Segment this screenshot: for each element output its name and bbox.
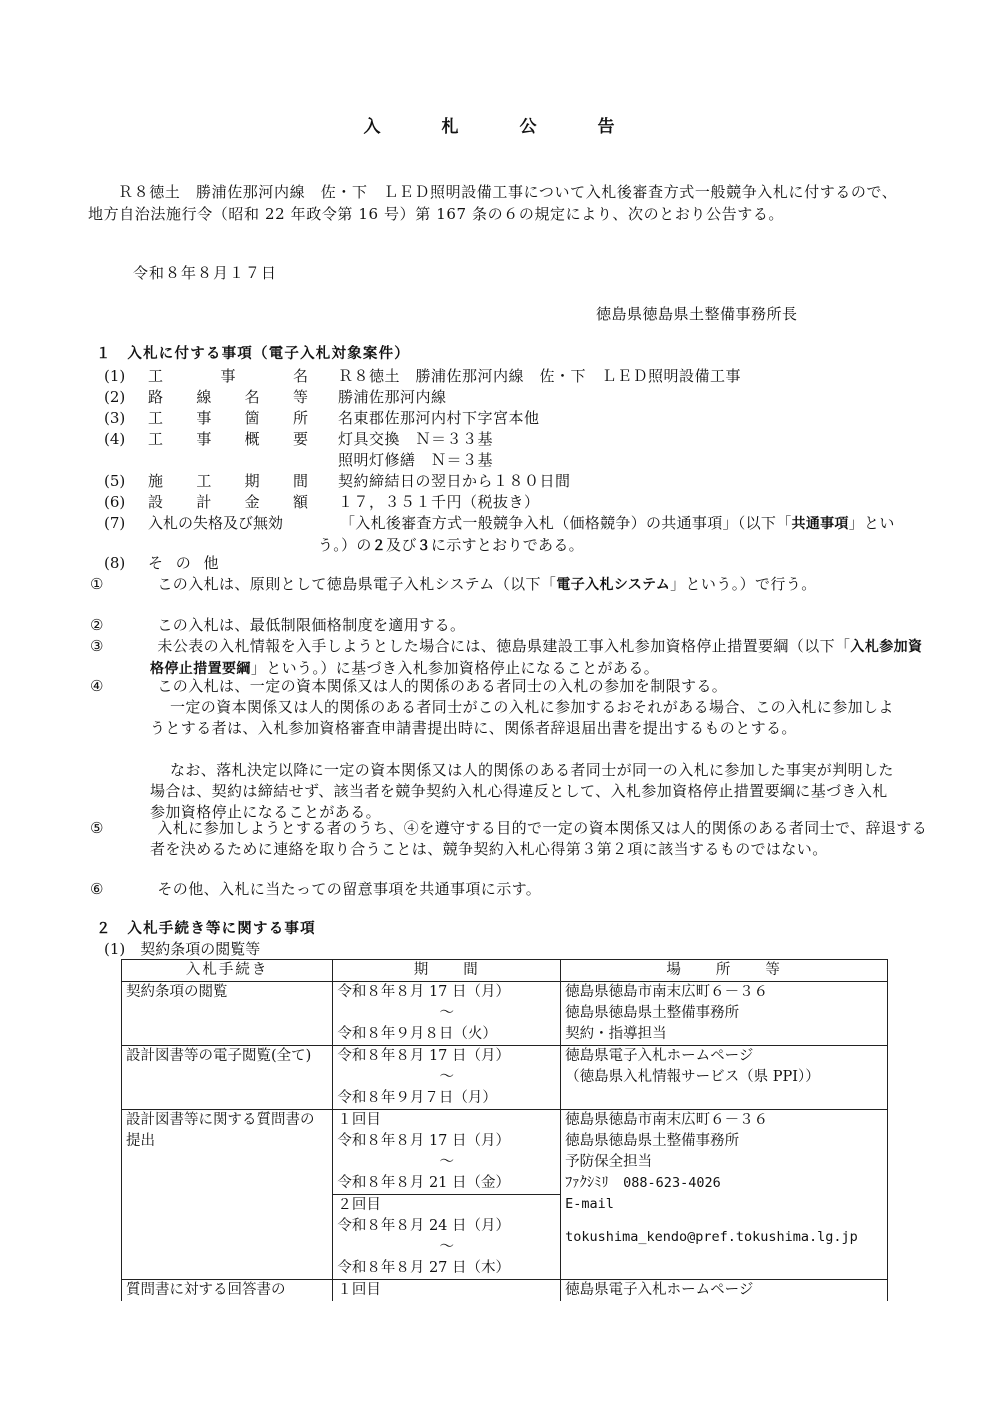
- item-5-label: 施工期間: [148, 472, 308, 490]
- table-row: [122, 1110, 888, 1280]
- item-6-value: １７，３５１千円（税抜き）: [338, 493, 540, 511]
- row-3-period: [333, 1110, 561, 1280]
- table-row: [122, 1046, 888, 1110]
- sub-item-5-text: 入札に参加しようとする者のうち、④を遵守する目的で一定の資本関係又は人的関係のある者同士で、辞退する者を決めるために連絡を取り合うことは、競争契約入札心得第３第２項に該当するものではない。: [150, 819, 928, 858]
- item-4-num: (4): [104, 430, 126, 448]
- row-3-place: [561, 1110, 888, 1280]
- sub-item-5-mark: ⑤: [90, 819, 104, 837]
- item-2-num: (2): [104, 388, 126, 406]
- item-4-label: 工事概要: [148, 430, 308, 448]
- item-3-label: 工事箇所: [148, 409, 308, 427]
- row-2-to: 令和８年９月７日（月）: [337, 1090, 497, 1106]
- item-7-text-d: に示すとおりである。: [430, 536, 584, 554]
- sub-item-4-paragraph-2: なお、落札決定以降に一定の資本関係又は人的関係のある者同士が同一の入札に参加した事実が判明した場合は、契約は締結せず、該当者を競争契約入札心得違反として、入札参加資格停止措置要綱に基づき入札参加資格停止になることがある。: [150, 761, 894, 821]
- sub-item-4: [90, 676, 928, 697]
- header-place: 場 所 等: [561, 960, 888, 982]
- notice-date: 令和８年８月１７日: [133, 264, 278, 282]
- row-1-period: [333, 982, 561, 1046]
- sub-item-6: [90, 879, 928, 900]
- row-2-period: [333, 1046, 561, 1110]
- item-7-value: [318, 513, 898, 557]
- sub-item-3-mark: ③: [90, 637, 104, 655]
- item-2-label: 路線名等: [148, 388, 308, 406]
- item-2-value: 勝浦佐那河内線: [338, 388, 447, 406]
- sub-item-4-paragraph-1: 一定の資本関係又は人的関係のある者同士がこの入札に参加するおそれがある場合、この入札に参加しようとする者は、入札参加資格審査申請書提出時に、関係者辞退届出書を提出するものとする。: [150, 698, 894, 737]
- sub-item-4-mark: ④: [90, 677, 104, 695]
- row-3-place-2: 徳島県徳島県土整備事務所: [565, 1133, 740, 1149]
- row-2-from: 令和８年８月 17 日（月）: [337, 1048, 511, 1064]
- item-3-num: (3): [104, 409, 126, 427]
- item-7-keyword-2: ２: [371, 538, 387, 554]
- fax-number: 088-623-4026: [623, 1175, 721, 1191]
- row-3-place-1: 徳島県徳島市南末広町６－３６: [565, 1112, 769, 1128]
- row-1-place-2: 徳島県徳島県土整備事務所: [565, 1005, 740, 1021]
- row-4-procedure: 質問書に対する回答書の: [122, 1280, 333, 1302]
- sub-item-3-text-b: 」という。）に基づき入札参加資格停止になることがある。: [250, 659, 660, 677]
- row-2-tilde: ～: [439, 1069, 454, 1085]
- row-3-round-2-to: 令和８年８月 27 日（木）: [337, 1260, 511, 1276]
- row-2-place: [561, 1046, 888, 1110]
- row-1-place: [561, 982, 888, 1046]
- item-6-num: (6): [104, 493, 126, 511]
- item-7-text-b: 」という。）の: [318, 514, 895, 554]
- row-3-fax: [565, 1173, 883, 1194]
- issuer: 徳島県徳島県土整備事務所長: [596, 305, 798, 323]
- row-1-place-3: 契約・指導担当: [565, 1026, 667, 1042]
- sub-item-3: [90, 636, 928, 680]
- section-1-heading: １ 入札に付する事項（電子入札対象案件）: [96, 346, 410, 362]
- row-3-round-2-from: 令和８年８月 24 日（月）: [337, 1218, 511, 1234]
- item-5-num: (5): [104, 472, 126, 490]
- row-3-procedure: 設計図書等に関する質問書の提出: [122, 1110, 333, 1280]
- item-7-keyword-3: ３: [416, 538, 431, 554]
- item-8-num: (8): [104, 554, 126, 572]
- email-label: E-mail: [565, 1196, 614, 1212]
- header-period: 期 間: [333, 960, 561, 982]
- sub-item-6-text: その他、入札に当たっての留意事項を共通事項に示す。: [157, 880, 542, 898]
- row-1-to: 令和８年９月８日（火）: [337, 1026, 497, 1042]
- row-3-round-2-tilde: ～: [439, 1239, 454, 1255]
- sub-item-2: [90, 615, 928, 636]
- row-3-round-1-from: 令和８年８月 17 日（月）: [337, 1133, 511, 1149]
- item-8-label: そ の 他: [148, 554, 223, 572]
- row-1-from: 令和８年８月 17 日（月）: [337, 984, 511, 1000]
- item-3-value: 名東郡佐那河内村下字宮本他: [338, 409, 540, 427]
- sub-item-5: [90, 818, 928, 860]
- sub-item-1-mark: ①: [90, 575, 104, 593]
- row-2-procedure: 設計図書等の電子閲覧(全て): [122, 1046, 333, 1110]
- intro-paragraph: Ｒ８徳土 勝浦佐那河内線 佐・下 ＬＥＤ照明設備工事について入札後審査方式一般競争入札に付するので、地方自治法施行令（昭和 22 年政令第 16 号）第 167 条の６の規定により、次のとおり公告する。: [88, 183, 898, 223]
- row-3-round-2: [333, 1194, 560, 1279]
- row-2-place-2: （徳島県入札情報サービス（県 PPI））: [565, 1069, 820, 1085]
- sub-item-1: [90, 574, 928, 596]
- item-1-value: Ｒ８徳土 勝浦佐那河内線 佐・下 ＬＥＤ照明設備工事: [338, 367, 742, 385]
- procedure-table: [121, 959, 888, 1301]
- row-3-round-1-tilde: ～: [439, 1154, 454, 1170]
- item-7-text-c: 及び: [386, 536, 417, 554]
- item-4-value-2: 照明灯修繕 Ｎ＝３基: [338, 451, 494, 469]
- row-3-round-1-to: 令和８年８月 21 日（金）: [337, 1175, 511, 1191]
- item-1-num: (1): [104, 367, 126, 385]
- sub-item-6-mark: ⑥: [90, 880, 104, 898]
- row-1-tilde: ～: [439, 1005, 454, 1021]
- row-3-round-1-label: １回目: [337, 1112, 381, 1128]
- row-3-place-3: 予防保全担当: [565, 1154, 653, 1170]
- row-1-place-1: 徳島県徳島市南末広町６－３６: [565, 984, 769, 1000]
- sub-item-1-keyword: 電子入札システム: [556, 577, 671, 593]
- item-7-label: 入札の失格及び無効: [148, 514, 284, 532]
- sub-item-1-text-b: 」という。）で行う。: [670, 575, 817, 593]
- sub-item-3-text-a: 未公表の入札情報を入手しようとした場合には、徳島県建設工事入札参加資格停止措置要綱（以下「: [157, 637, 851, 655]
- item-7-text-a: 「入札後審査方式一般競争入札（価格競争）の共通事項」（以下「: [340, 514, 792, 532]
- item-6-label: 設計金額: [148, 493, 308, 511]
- item-1-label: 工事名: [148, 367, 308, 385]
- row-2-place-1: 徳島県電子入札ホームページ: [565, 1048, 754, 1064]
- table-header-row: [122, 960, 888, 982]
- section-2-sub-1: (1) 契約条項の閲覧等: [104, 940, 261, 958]
- sub-item-2-text: この入札は、最低制限価格制度を適用する。: [157, 616, 466, 634]
- item-7-num: (7): [104, 514, 126, 532]
- header-procedure: 入札手続き: [122, 960, 333, 982]
- fax-label: ﾌｧｸｼﾐﾘ: [565, 1175, 609, 1191]
- table-row: [122, 1280, 888, 1302]
- item-4-value: 灯具交換 Ｎ＝３３基: [338, 430, 494, 448]
- sub-item-2-mark: ②: [90, 616, 104, 634]
- email-address: tokushima_kendo@pref.tokushima.lg.jp: [565, 1229, 858, 1245]
- item-7-keyword: 共通事項: [791, 516, 849, 532]
- table-row: [122, 982, 888, 1046]
- item-5-value: 契約締結日の翌日から１８０日間: [338, 472, 571, 490]
- sub-item-4-text: この入札は、一定の資本関係又は人的関係のある者同士の入札の参加を制限する。: [157, 677, 728, 695]
- row-1-procedure: 契約条項の閲覧: [122, 982, 333, 1046]
- section-2-heading: ２ 入札手続き等に関する事項: [96, 921, 316, 937]
- row-4-place: 徳島県電子入札ホームページ: [561, 1280, 888, 1302]
- row-3-round-2-label: ２回目: [337, 1197, 381, 1213]
- sub-item-1-text-a: この入札は、原則として徳島県電子入札システム（以下「: [157, 575, 557, 593]
- sub-item-3-keyword: 入札参加資格停止措置要綱: [150, 639, 923, 677]
- row-4-period: １回目: [333, 1280, 561, 1302]
- document-title: 入 札 公 告: [363, 117, 637, 137]
